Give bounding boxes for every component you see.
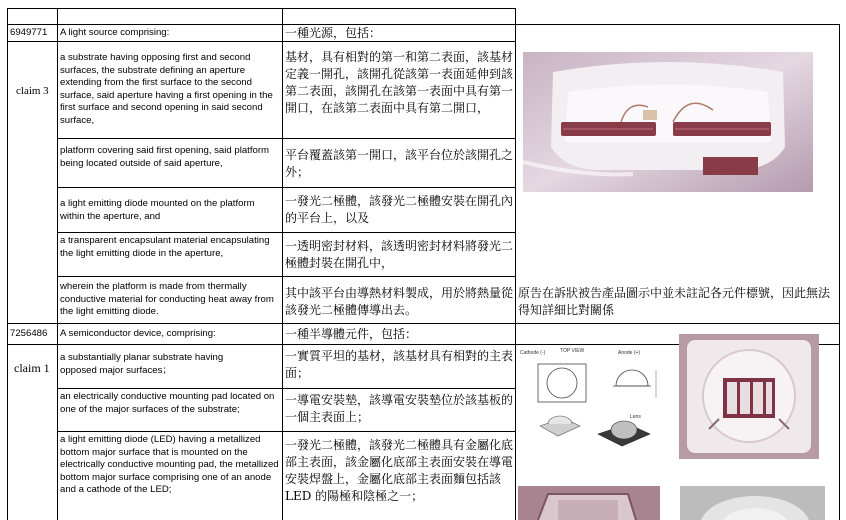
product-photo-partial-right [680,486,825,520]
claim-element-zh: 一實質平坦的基材，該基材具有相對的主表面； [285,349,514,380]
claim-element-zh: 一發光二極體，該發光二極體安裝在開孔內的平台上，以及 [285,194,514,225]
comparison-note: 原告在訴狀被告產品圖示中並未註記各元件標號，因此無法得知詳細比對關係 [518,286,831,317]
claim-element-zh: 基材，具有相對的第一和第二表面，該基材定義一開孔，該開孔從該第一表面延伸到該第二表面，該開孔在該第一表面中具有第一開口，在該第二表面中具有第二開口， [285,50,514,115]
drawing-label-top-view: TOP VIEW [560,348,585,354]
claim-element-zh: 其中該平台由導熱材料製成，用於將熱量從該發光二極體傳導出去。 [285,286,514,317]
drawing-label-lens: Lens [630,414,641,420]
claim-element-en: a light emitting diode mounted on the platform within the aperture, and [60,198,255,222]
claim-element-zh: 一導電安裝墊，該導電安裝墊位於該基板的一個主表面上； [285,393,514,424]
claim-element-en: an electrically conductive mounting pad located on one of the major surfaces of the substrate; [60,391,275,415]
claim-label-1: claim 3 [16,85,49,97]
claim-element-zh: 平台覆蓋該第一開口，該平台位於該開孔之外； [285,148,514,179]
claim-element-en: wherein the platform is made from thermally conductive material for conducting heat away from the light emitting diode. [60,281,274,317]
claim-element-en: a transparent encapsulant material encapsulating the light emitting diode in the aperture, [60,235,270,259]
claim-element-zh: 一發光二極體，該發光二極體具有金屬化底部主表面，該金屬化底部主表面安裝在導電安裝焊盤上，金屬化底部主表面麵包括該 LED 的陽極和陰極之一； [285,438,514,503]
claim-element-en: a light emitting diode (LED) having a metallized bottom major surface that is mounted on the electrically conductive mounting pad, the metallized bottom major surface comprising one of an anode and a cathode of the LED; [60,434,279,495]
drawing-label-anode: Anode (+) [618,350,641,356]
product-photo-led-package [523,52,813,192]
claim-element-en: a substantially planar substrate having opposed major surfaces； [60,352,224,376]
product-technical-drawing [518,346,668,456]
product-photo-top-view [679,334,819,459]
claim-element-zh: 一種光源，包括： [285,26,382,40]
claim-element-zh: 一透明密封材料，該透明密封材料將發光二極體封裝在開孔中， [285,239,514,270]
claim-element-en: A light source comprising: [60,27,170,38]
drawing-label-cathode: Cathode (-) [520,350,546,356]
claim-element-en: platform covering said first opening, said platform being located outside of said aperture, [60,145,270,169]
claim-element-zh: 一種半導體元件，包括： [285,327,418,341]
patent-number-2: 7256486 [10,328,48,339]
claim-element-en: a substrate having opposing first and second surfaces, the substrate defining an aperture extending from the first surface to the second surface, said aperture having a first opening in the first surface and second opening in said second surface, [60,52,273,126]
product-photo-partial-left [518,486,660,520]
claim-element-en: A semiconductor device, comprising: [60,328,216,339]
patent-number-1: 6949771 [10,27,48,38]
claim-label-2: claim 1 [14,361,50,375]
